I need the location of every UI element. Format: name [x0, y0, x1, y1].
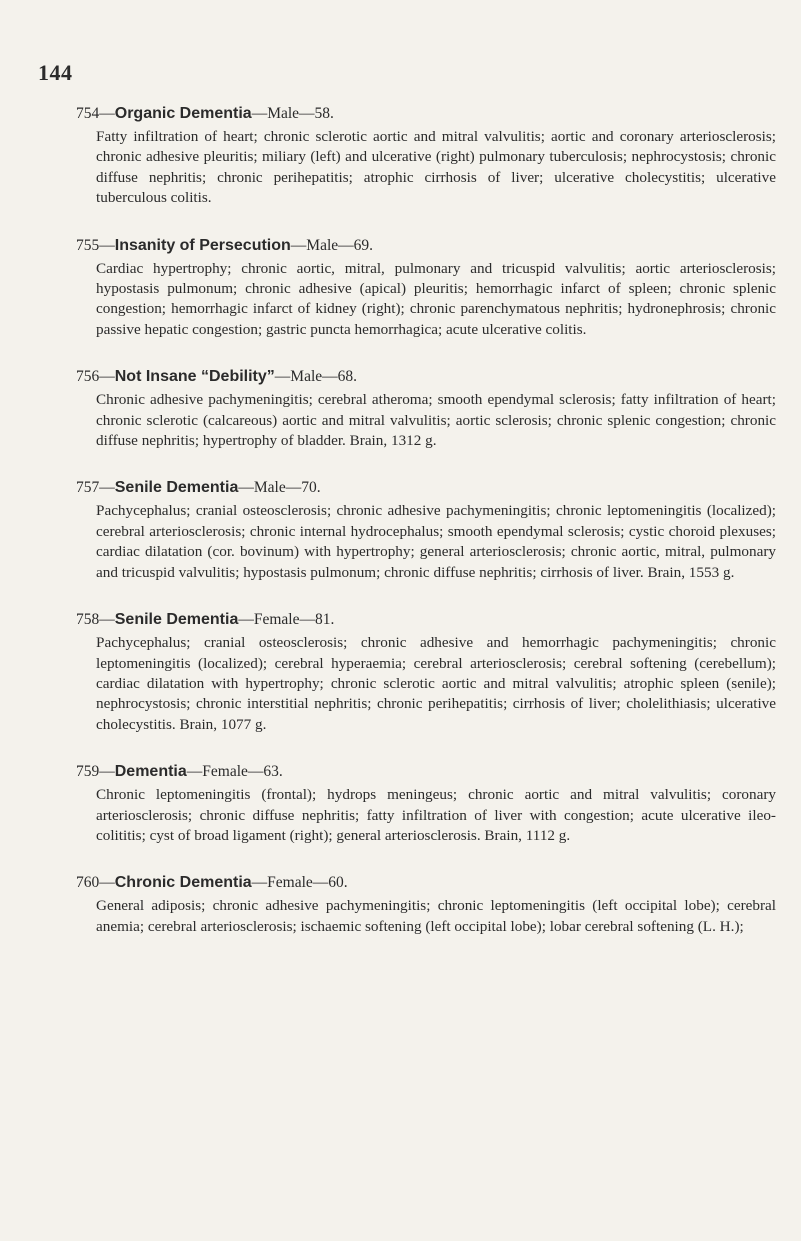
entry-heading: 756—Not Insane “Debility”—Male—68.	[76, 368, 358, 386]
diagnosis-title: Insanity of Persecution	[114, 236, 291, 254]
patient-sex: Male	[306, 236, 339, 254]
patient-age: 60	[328, 874, 344, 892]
diagnosis-title: Organic Dementia	[114, 105, 252, 122]
case-number: 756	[76, 368, 100, 386]
case-number: 760	[76, 874, 100, 892]
patient-sex: Male	[267, 105, 300, 122]
findings-text: Fatty infiltration of heart; chronic sclerotic aortic and mitral valvulitis; aortic and coronary arteriosclerosis; chronic adhesive pleuritis; miliary (left) and ulcerative (right) pulmonary tuberculosis; nephrocystosis; chronic diffuse nephritis; chronic perihepatitis; atrophic cirrhosis of liver; ulcerative cholecystitis; ulcerative tuberculous colitis.	[96, 128, 776, 207]
entry-heading: 757—Senile Dementia—Male—70.	[76, 479, 321, 497]
findings-text: Chronic leptomeningitis (frontal); hydrops meningeus; chronic aortic and mitral valvulitis; coronary arteriosclerosis; chronic diffuse nephritis; fatty infiltration of liver with congestion; acute ulcerative ileo-colititis; cyst of broad ligament (right); general arteriosclerosis. Brain, 1112 g.	[96, 786, 776, 844]
diagnosis-title: Not Insane “Debility”	[114, 368, 275, 386]
case-number: 755	[76, 236, 100, 254]
diagnosis-title: Chronic Dementia	[114, 874, 252, 892]
patient-age: 81	[314, 611, 331, 629]
entry-heading: 760—Chronic Dementia—Female—60.	[76, 874, 348, 892]
case-entry	[76, 873, 776, 937]
patient-sex: Male	[290, 368, 323, 386]
patient-age: 58	[314, 105, 331, 122]
diagnosis-title: Dementia	[114, 763, 187, 781]
case-entry	[76, 610, 776, 735]
diagnosis-title: Senile Dementia	[114, 479, 239, 497]
patient-sex: Female	[267, 874, 313, 892]
case-number: 754	[76, 105, 100, 122]
case-number: 757	[76, 479, 100, 497]
diagnosis-title: Senile Dementia	[114, 611, 239, 629]
case-entry	[76, 104, 776, 209]
case-number: 759	[76, 763, 100, 781]
findings-text: Cardiac hypertrophy; chronic aortic, mitral, pulmonary and tricuspid valvulitis; aortic arteriosclerosis; hypostasis pulmonum; chronic adhesive (apical) pleuritis; hemorrhagic infarct of spleen; chronic splenic congestion; hemorrhagic infarct of kidney (right); chronic parenchymatous nephritis; hydronephrosis; chronic passive hepatic congestion; gastric puncta hemorrhagica; acute ulcerative colitis.	[96, 259, 776, 338]
entry-heading: 759—Dementia—Female—63.	[76, 763, 283, 781]
case-entry	[76, 236, 776, 341]
case-number: 758	[76, 611, 100, 629]
case-entry	[76, 762, 776, 846]
findings-text: Pachycephalus; cranial osteosclerosis; chronic adhesive and hemorrhagic pachymeningitis; chronic leptomeningitis (localized); cerebral hyperaemia; cerebral arteriosclerosis; cerebral softening (cerebellum); cardiac dilatation with hypertrophy; chronic sclerotic aortic and mitral valvulitis; atrophic spleen (senile); nephrocystosis; chronic interstitial nephritis; chronic perihepatitis; cirrhosis of liver; cholelithiasis; ulcerative cholecystitis. Brain, 1077 g.	[96, 634, 776, 733]
case-entries	[76, 104, 776, 964]
patient-age: 63	[263, 763, 279, 781]
entry-heading: 755—Insanity of Persecution—Male—69.	[76, 236, 374, 254]
page-number: 144	[38, 60, 73, 85]
patient-age: 69	[353, 236, 370, 254]
patient-sex: Female	[202, 763, 248, 781]
patient-age: 68	[337, 368, 354, 386]
patient-sex: Female	[253, 611, 300, 629]
entry-heading: 758—Senile Dementia—Female—81.	[76, 611, 335, 629]
findings-text: Pachycephalus; cranial osteosclerosis; chronic adhesive pachymeningitis; chronic leptomeningitis (localized); cerebral arteriosclerosis; chronic internal hydrocephalus; smooth ependymal sclerosis; cystic choroid plexuses; cardiac dilatation (cor. bovinum) with hypertrophy; general arteriosclerosis; chronic aortic, mitral, pulmonary and tricuspid valvulitis; hypostasis pulmonum; chronic diffuse nephritis; cirrhosis of liver. Brain, 1553 g.	[96, 502, 776, 581]
case-entry	[76, 367, 776, 451]
findings-text: Chronic adhesive pachymeningitis; cerebral atheroma; smooth ependymal sclerosis; fatty infiltration of heart; chronic sclerotic (calcareous) aortic and mitral valvulitis; aortic sclerosis; chronic splenic congestion; chronic diffuse nephritis; hypertrophy of bladder. Brain, 1312 g.	[96, 391, 776, 450]
patient-age: 70	[301, 479, 317, 497]
patient-sex: Male	[253, 479, 286, 497]
case-entry	[76, 478, 776, 583]
entry-heading: 754—Organic Dementia—Male—58.	[76, 105, 334, 122]
findings-text: General adiposis; chronic adhesive pachymeningitis; chronic leptomeningitis (left occipital lobe); cerebral anemia; cerebral arteriosclerosis; ischaemic softening (left occipital lobe); lobar cerebral softening (L. H.);	[96, 897, 776, 935]
